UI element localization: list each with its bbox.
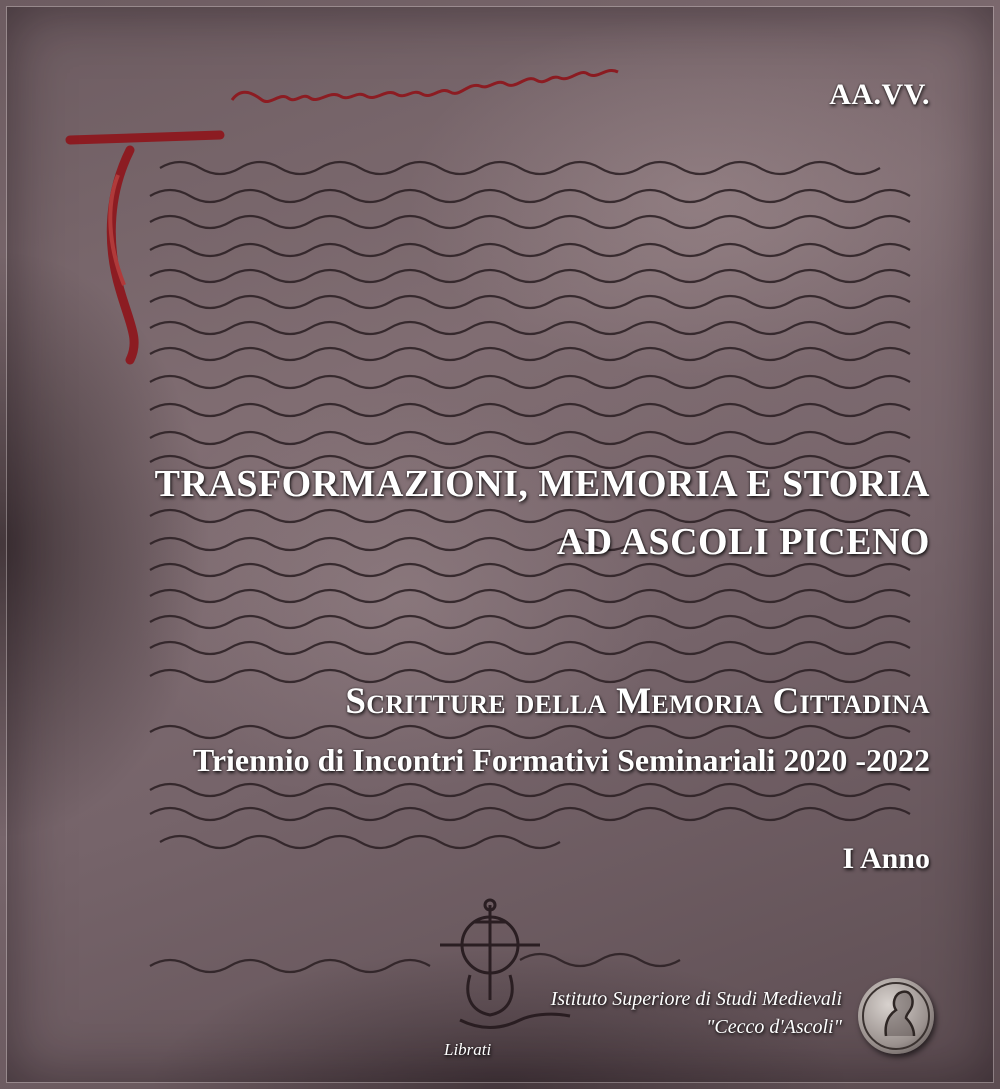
- publisher-name: Librati: [444, 1040, 492, 1059]
- book-title-line-2: AD ASCOLI PICENO: [556, 521, 930, 563]
- portrait-medallion-icon: [858, 978, 934, 1054]
- series-title: Triennio di Incontri Formativi Seminariali 2020 -2022: [192, 742, 930, 778]
- authors: AA.VV.: [829, 78, 930, 111]
- institute-name: Istituto Superiore di Studi Medievali: [550, 988, 842, 1010]
- book-subtitle: Scritture della Memoria Cittadina: [345, 681, 930, 722]
- institute-dedication: "Cecco d'Ascoli": [705, 1016, 842, 1038]
- book-title-line-1: TRASFORMAZIONI, MEMORIA E STORIA: [154, 463, 930, 505]
- volume-year: I Anno: [842, 842, 930, 875]
